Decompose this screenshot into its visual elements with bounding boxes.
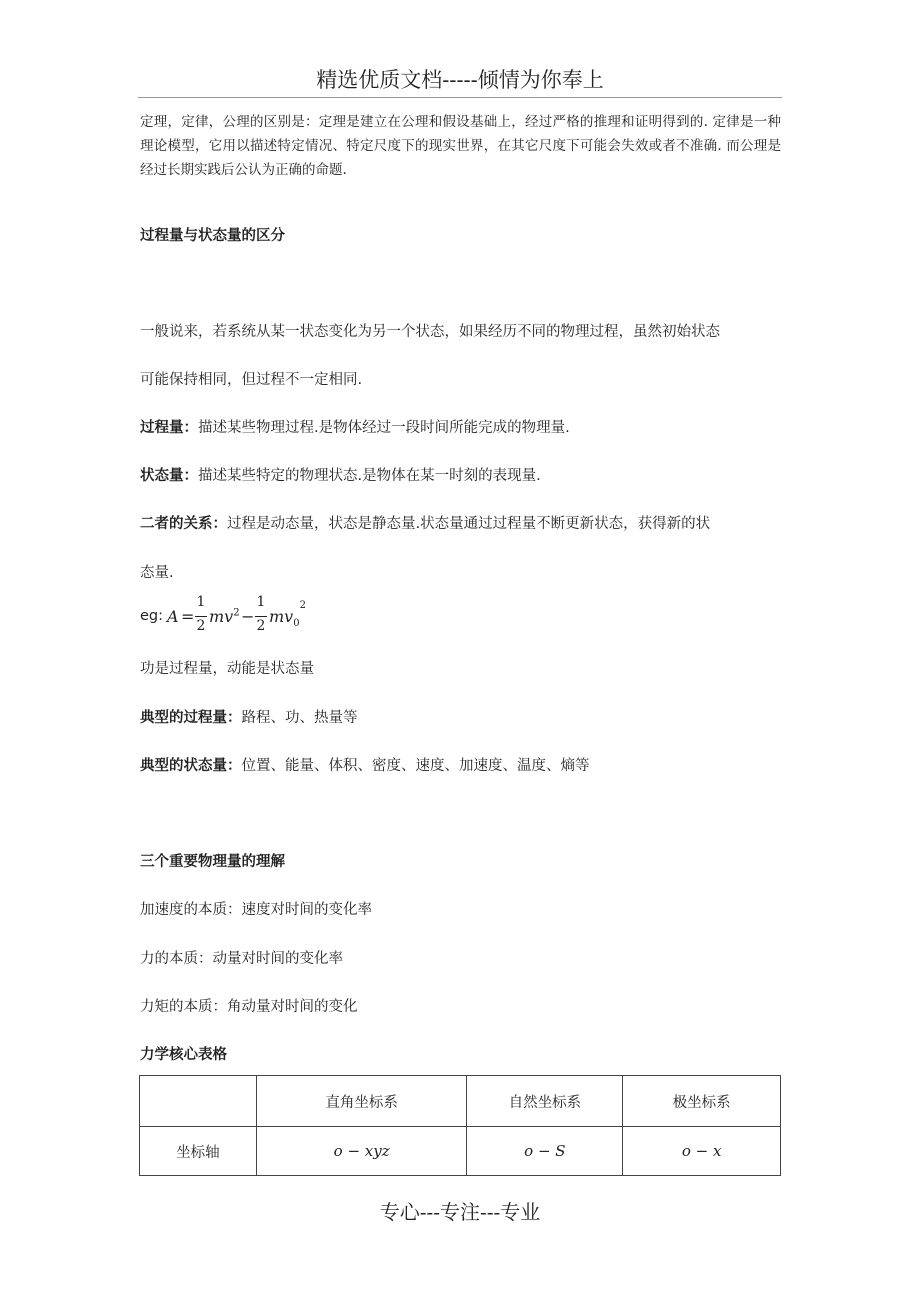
- typical-state-label: 典型的状态量：: [140, 758, 242, 774]
- table-header-cell: 直角坐标系: [256, 1076, 467, 1127]
- typical-state-quantities: [140, 754, 590, 775]
- section-heading-three-quantities: 三个重要物理量的理解: [140, 854, 285, 870]
- typical-process-quantities: [140, 706, 358, 727]
- table-cell: o − S: [467, 1127, 623, 1176]
- process-quantity-text: 描述某些物理过程.是物体经过一段时间所能完成的物理量.: [198, 420, 570, 436]
- equation-term-1: mv: [209, 607, 234, 626]
- state-quantity-definition: [140, 464, 541, 485]
- page-header-title: 精选优质文档-----倾情为你奉上: [316, 68, 604, 92]
- intro-paragraph: 定理，定律，公理的区别是：定理是建立在公理和假设基础上，经过严格的推理和证明得到的. 定律是一种理论模型，它用以描述特定情况、特定尺度下的现实世界，在其它尺度下可能会失效或者不准确. 而公理是经过长期实践后公认为正确的命题.: [140, 114, 781, 178]
- process-quantity-definition: [140, 416, 570, 437]
- typical-process-label: 典型的过程量：: [140, 710, 242, 726]
- section-heading-process-state: 过程量与状态量的区分: [140, 228, 285, 244]
- process-quantity-label: 过程量：: [140, 420, 198, 436]
- equation-term-2: mv: [269, 607, 294, 626]
- table-row-label: 坐标轴: [140, 1127, 257, 1176]
- table-row: [140, 1127, 781, 1176]
- example-note: 功是过程量，动能是状态量: [140, 661, 314, 677]
- typical-state-text: 位置、能量、体积、密度、速度、加速度、温度、熵等: [241, 758, 590, 774]
- mechanics-core-table: [139, 1075, 781, 1176]
- relation-definition: [140, 512, 710, 533]
- table-header-row: [140, 1076, 781, 1127]
- relation-text-continued: 态量.: [140, 565, 174, 581]
- paragraph-line-1: 一般说来，若系统从某一状态变化为另一个状态，如果经历不同的物理过程，虽然初始状态: [140, 324, 720, 340]
- equation-lhs: A: [167, 607, 179, 626]
- equation-square-1: 2: [233, 607, 240, 619]
- list-item: 力矩的本质：角动量对时间的变化: [140, 999, 358, 1015]
- list-item: 加速度的本质：速度对时间的变化率: [140, 902, 372, 918]
- page-footer: 专心---专注---专业: [379, 1200, 541, 1224]
- equation-square-2: 2: [299, 599, 306, 611]
- equation-minus: −: [241, 607, 255, 626]
- typical-process-text: 路程、功、热量等: [241, 710, 358, 726]
- table-cell: o − xyz: [256, 1127, 467, 1176]
- section-heading-core-table: 力学核心表格: [140, 1047, 227, 1063]
- relation-text: 过程是动态量，状态是静态量.状态量通过过程量不断更新状态，获得新的状: [227, 516, 711, 532]
- paragraph-line-2: 可能保持相同，但过程不一定相同.: [140, 372, 363, 388]
- table-cell: o − x: [623, 1127, 781, 1176]
- example-prefix: eg:: [140, 608, 164, 624]
- equation-equals: =: [181, 607, 195, 626]
- equation-subscript-zero: 0: [293, 618, 300, 630]
- relation-label: 二者的关系：: [140, 516, 227, 532]
- table-header-cell: 自然坐标系: [467, 1076, 623, 1127]
- header-divider: [138, 97, 782, 98]
- list-item: 力的本质：动量对时间的变化率: [140, 951, 343, 967]
- state-quantity-text: 描述某些特定的物理状态.是物体在某一时刻的表现量.: [198, 468, 541, 484]
- state-quantity-label: 状态量：: [140, 468, 198, 484]
- table-header-cell: 极坐标系: [623, 1076, 781, 1127]
- table-header-cell: [140, 1076, 257, 1127]
